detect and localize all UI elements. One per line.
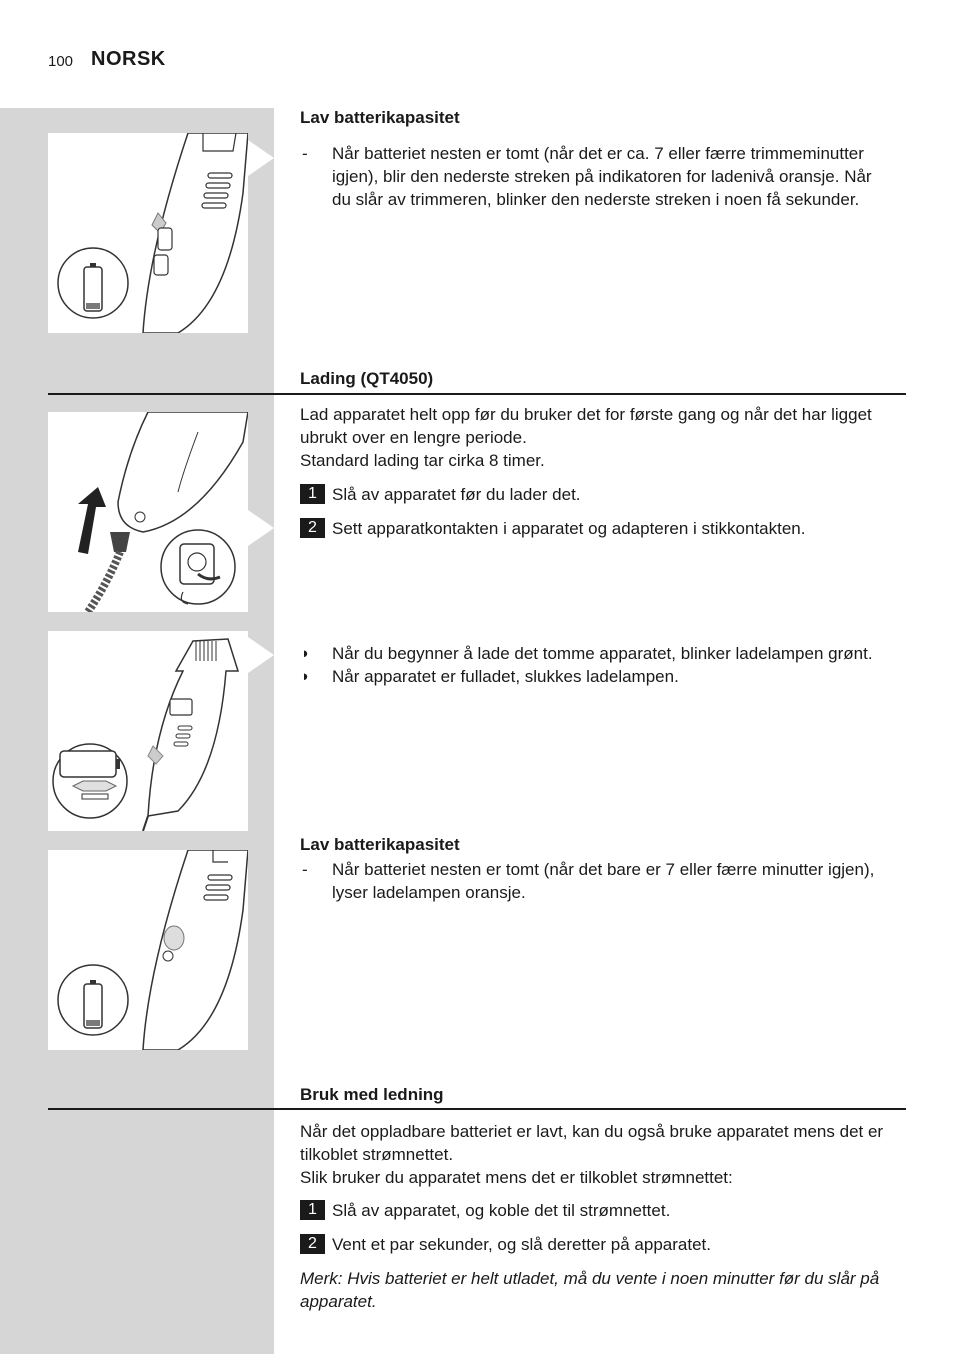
list-item (300, 483, 890, 506)
trimmer-plug-icon (48, 412, 248, 612)
corded-intro-text-2: Slik bruker du apparatet mens det er tilkoblet strømnettet: (300, 1168, 733, 1187)
heading-charging: Lading (QT4050) (300, 369, 434, 388)
trimmer-battery-low-icon (48, 133, 248, 333)
charging-step-1 (300, 483, 890, 506)
heading-low-battery: Lav batterikapasitet (300, 108, 460, 127)
corded-intro-text-1: Når det oppladbare batteriet er lavt, kan du også bruke apparatet mens det er tilkoblet strømnettet. (300, 1122, 884, 1164)
illustration-pointer (248, 637, 274, 673)
corded-intro (300, 1120, 890, 1189)
list-item (300, 1199, 890, 1222)
bullet-text: Når du begynner å lade det tomme apparatet, blinker ladelampen grønt. (332, 644, 873, 663)
bullet-text: Når apparatet er fulladet, slukkes ladelampen. (332, 667, 679, 686)
charging-intro (300, 403, 890, 472)
bullet-marker: ◗ (301, 645, 311, 662)
illustration-charging-connection (48, 412, 248, 612)
dash-marker: - (302, 144, 308, 163)
step-number: 2 (300, 518, 325, 538)
heading-low-battery-2: Lav batterikapasitet (300, 835, 460, 854)
corded-step-1 (300, 1199, 890, 1222)
step-text: Slå av apparatet før du lader det. (332, 485, 581, 504)
section-rule-charging (48, 393, 906, 395)
step-text: Sett apparatkontakten i apparatet og adapteren i stikkontakten. (332, 519, 806, 538)
illustration-pointer (248, 140, 274, 176)
corded-step-2 (300, 1233, 890, 1256)
illustration-low-battery-light (48, 850, 248, 1050)
charging-bullets (300, 642, 890, 688)
trimmer-charging-light-icon (48, 631, 248, 831)
bullet-marker: ◗ (301, 668, 311, 685)
page-language-title: NORSK (91, 48, 166, 70)
list-item (300, 858, 890, 904)
page-number: 100 (48, 53, 74, 70)
charging-intro-text-2: Standard lading tar cirka 8 timer. (300, 451, 545, 470)
step-number: 2 (300, 1234, 325, 1254)
list-item (300, 665, 890, 688)
illustration-low-battery-indicator (48, 133, 248, 333)
corded-note: Merk: Hvis batteriet er helt utladet, må du vente i noen minutter før du slår på apparatet. (300, 1269, 880, 1311)
step-number: 1 (300, 1200, 325, 1220)
dash-marker: - (302, 860, 308, 879)
charging-intro-text-1: Lad apparatet helt opp før du bruker det for første gang og når det har ligget ubrukt over en lengre periode. (300, 405, 872, 447)
list-item (300, 517, 890, 540)
step-number: 1 (300, 484, 325, 504)
section-rule-corded (48, 1108, 906, 1110)
list-item (300, 1233, 890, 1256)
list-item-text: Når batteriet nesten er tomt (når det bare er 7 eller færre minutter igjen), lyser ladelampen oransje. (332, 860, 875, 902)
illustration-pointer (248, 510, 274, 546)
heading-corded-use: Bruk med ledning (300, 1085, 444, 1104)
step-text: Vent et par sekunder, og slå deretter på apparatet. (332, 1235, 711, 1254)
list-item-text: Når batteriet nesten er tomt (når det er ca. 7 eller færre trimmeminutter igjen), blir den nederste streken på indikatoren for ladenivå oransje. Når du slår av trimmeren, blinker den nederste streken i noen få sekunder. (332, 144, 872, 209)
list-item (300, 142, 890, 211)
illustration-charging-light (48, 631, 248, 831)
charging-step-2 (300, 517, 890, 540)
low-battery-text (300, 142, 890, 211)
list-item (300, 642, 890, 665)
low-battery-2-text (300, 858, 890, 904)
step-text: Slå av apparatet, og koble det til strømnettet. (332, 1201, 671, 1220)
trimmer-low-battery-light-icon (48, 850, 248, 1050)
